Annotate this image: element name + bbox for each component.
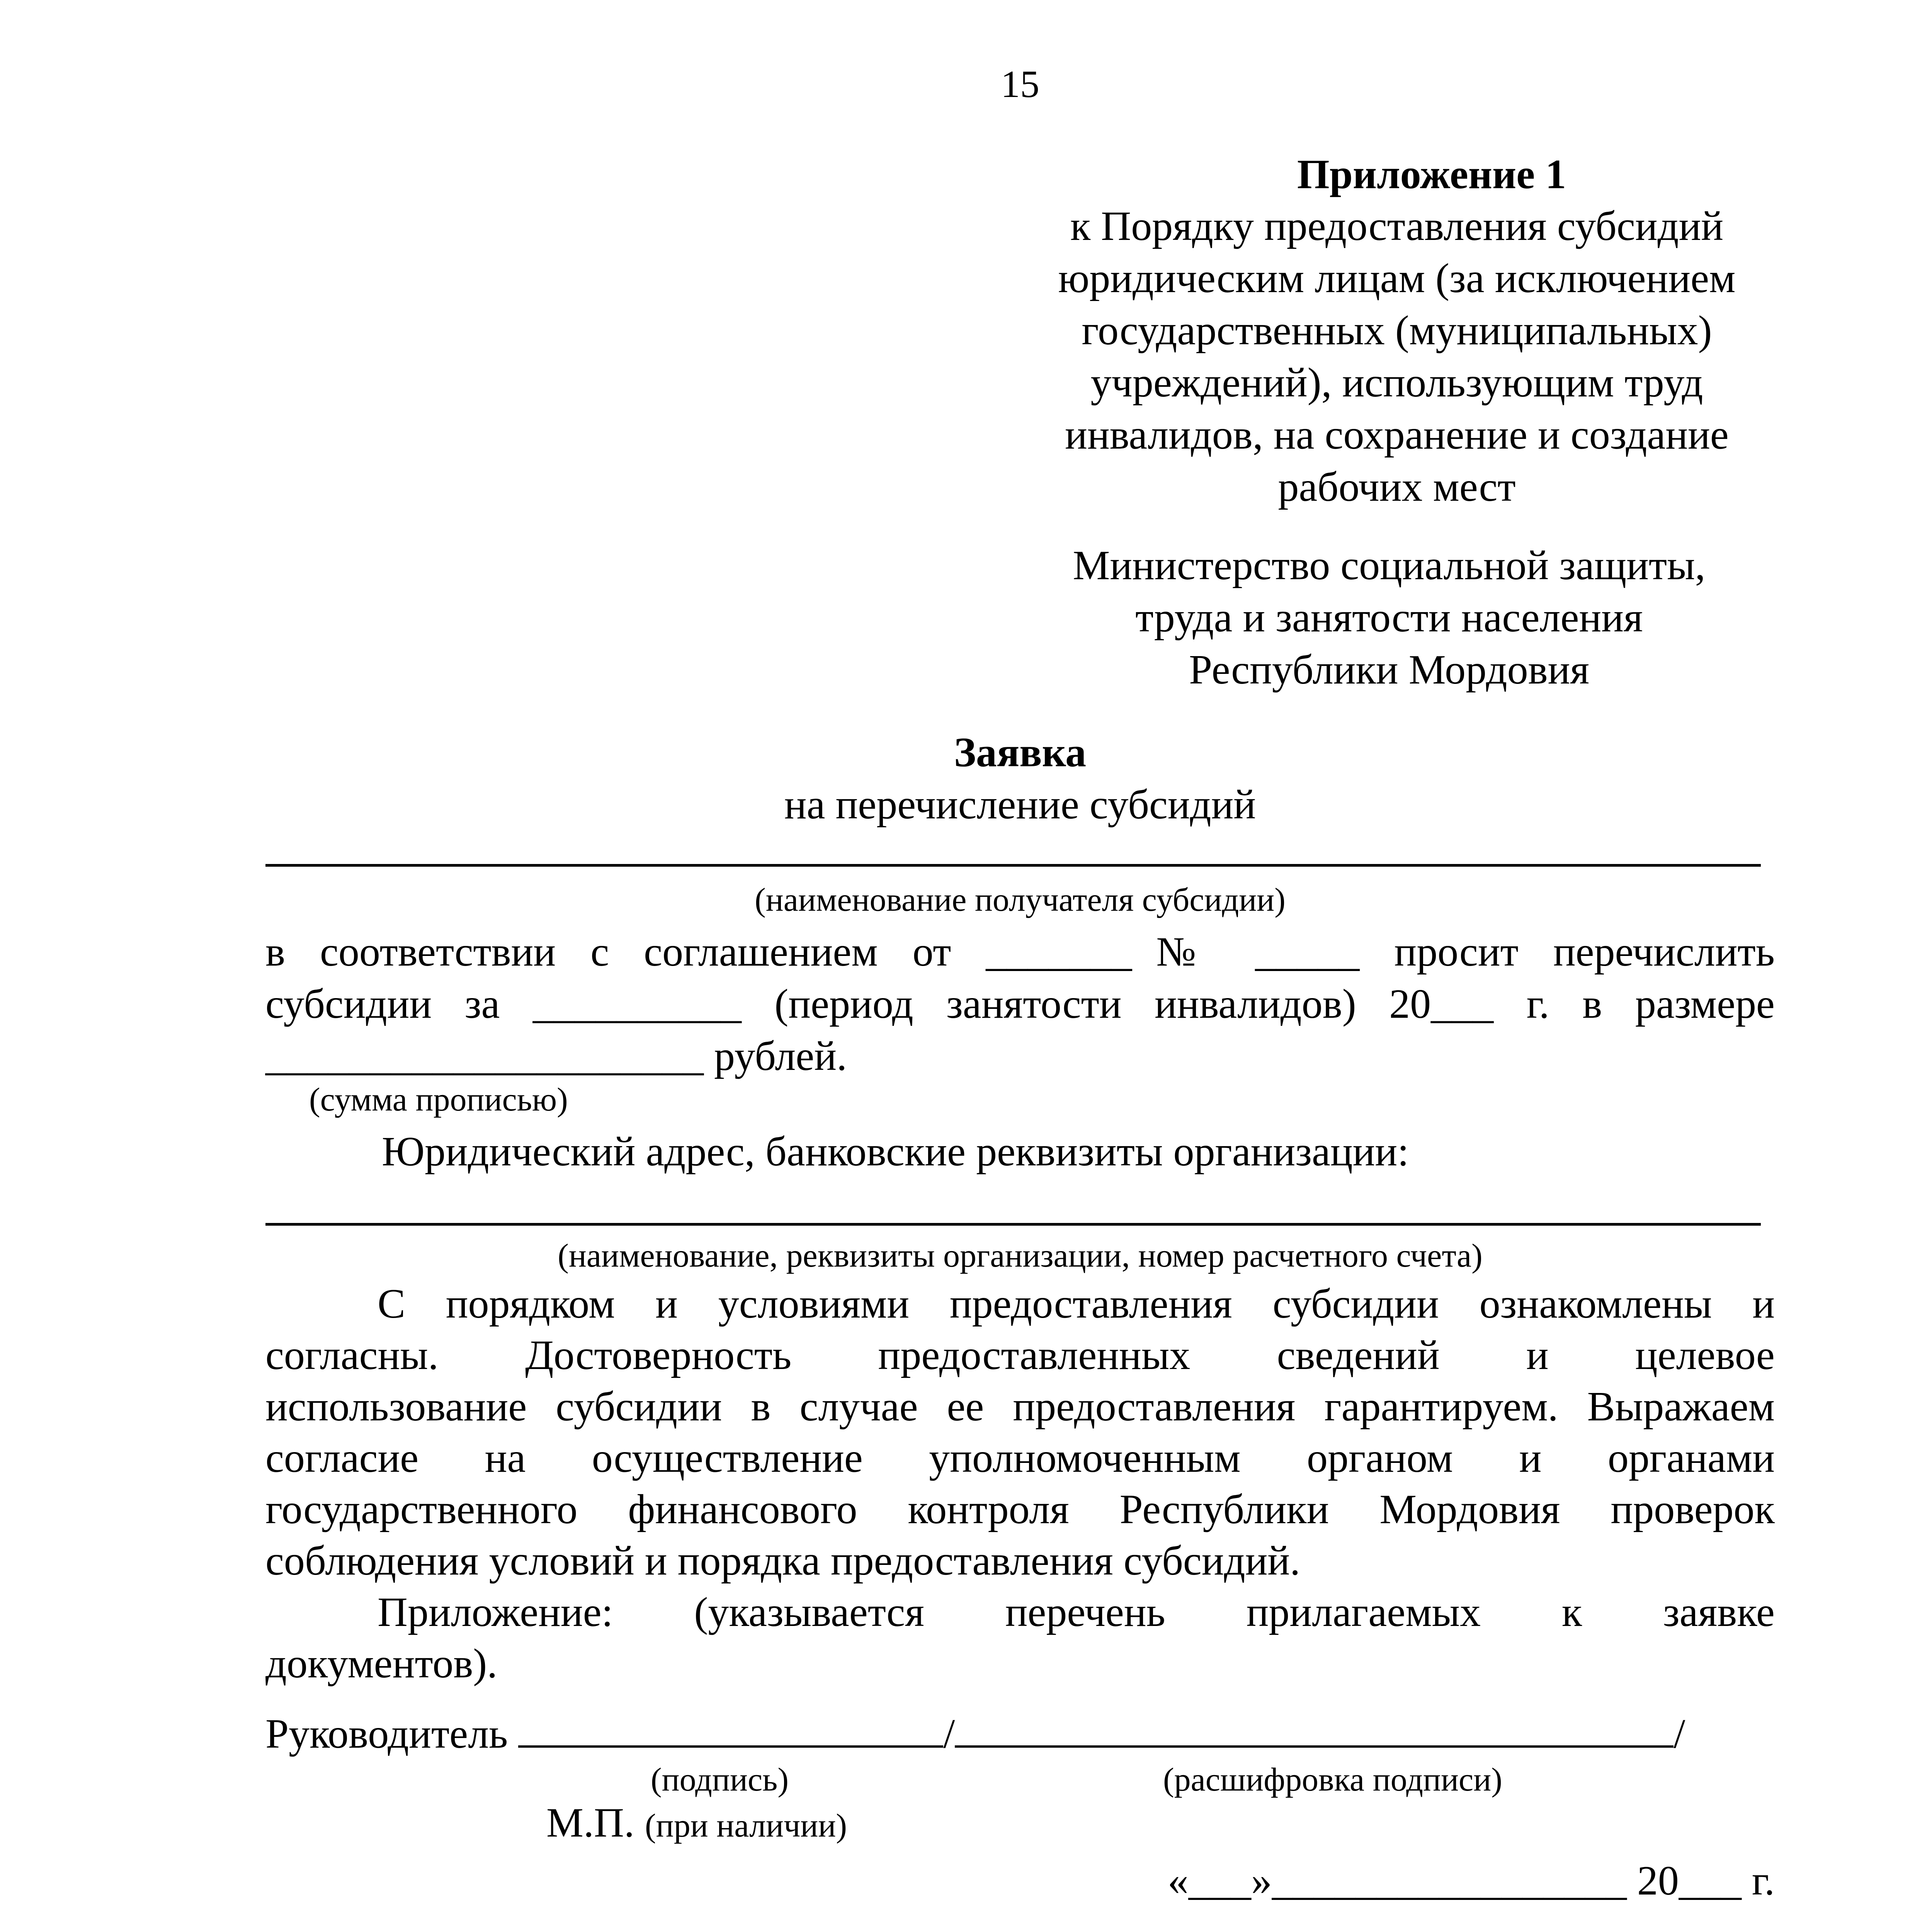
form-subtitle: на перечисление субсидий — [784, 782, 1256, 828]
consent-paragraph — [265, 1278, 1775, 1689]
signature-field[interactable] — [518, 1711, 943, 1748]
consent-line: государственного финансового контроля Республики Мордовия проверок — [265, 1486, 1775, 1532]
form-title — [265, 726, 1775, 779]
appendix-line: рабочих мест — [1278, 464, 1516, 510]
slash: / — [1673, 1711, 1685, 1757]
appendix-line: учреждений), использующим труд — [1090, 360, 1703, 406]
page-number: 15 — [1001, 63, 1039, 105]
appendix-line: юридическим лицам (за исключением — [1058, 255, 1736, 301]
consent-line: соблюдения условий и порядка предоставления субсидий. — [265, 1538, 1301, 1584]
addressee — [997, 539, 1781, 696]
consent-line: согласие на осуществление уполномоченным органом и органами — [265, 1435, 1775, 1481]
signature-caption: (подпись) — [651, 1761, 789, 1798]
appendix-line: инвалидов, на сохранение и создание — [1065, 412, 1729, 458]
date-field[interactable]: «___»_________________ 20___ г. — [1167, 1858, 1775, 1904]
appendix-line: к Порядку предоставления субсидий — [1070, 203, 1724, 249]
decoding-caption: (расшифровка подписи) — [1163, 1761, 1502, 1798]
signature-label: Руководитель — [265, 1711, 508, 1757]
recipient-caption: (наименование получателя субсидии) — [755, 881, 1286, 918]
addressee-line: Министерство социальной защиты, — [1073, 543, 1706, 588]
request-line: _____________________ рублей. — [265, 1033, 847, 1079]
signature-row — [265, 1708, 1685, 1760]
request-line: субсидии за __________ (период занятости инвалидов) 20___ г. в размере — [265, 981, 1775, 1027]
recipient-name-field[interactable] — [265, 864, 1761, 867]
sum-caption: (сумма прописью) — [309, 1081, 568, 1118]
addressee-line: труда и занятости населения — [1135, 595, 1643, 641]
appendix-text — [1005, 200, 1789, 513]
attachments-line: Приложение: (указывается перечень прилагаемых к заявке — [378, 1589, 1775, 1635]
appendix-title-text: Приложение 1 — [1297, 151, 1566, 197]
stamp-label: М.П. — [546, 1800, 635, 1846]
appendix-title — [1043, 148, 1820, 201]
form-title-text: Заявка — [954, 730, 1087, 776]
consent-line: согласны. Достоверность предоставленных сведений и целевое — [265, 1332, 1775, 1378]
appendix-line: государственных (муниципальных) — [1082, 308, 1712, 354]
addressee-line: Республики Мордовия — [1189, 647, 1590, 693]
signature-decoding-field[interactable] — [955, 1711, 1673, 1748]
stamp-note: (при наличии) — [645, 1807, 847, 1844]
slash: / — [943, 1711, 955, 1757]
stamp-row — [546, 1797, 847, 1849]
address-label: Юридический адрес, банковские реквизиты организации: — [382, 1129, 1409, 1175]
organization-caption: (наименование, реквизиты организации, номер расчетного счета) — [558, 1237, 1483, 1274]
organization-details-field[interactable] — [265, 1223, 1761, 1226]
consent-line: С порядком и условиями предоставления субсидии ознакомлены и — [378, 1281, 1775, 1327]
consent-line: использование субсидии в случае ее предоставления гарантируем. Выражаем — [265, 1384, 1775, 1430]
request-line: в соответствии с соглашением от _______№ _____ просит перечислить — [265, 929, 1775, 975]
attachments-line: документов). — [265, 1641, 498, 1687]
request-paragraph — [265, 926, 1775, 1082]
